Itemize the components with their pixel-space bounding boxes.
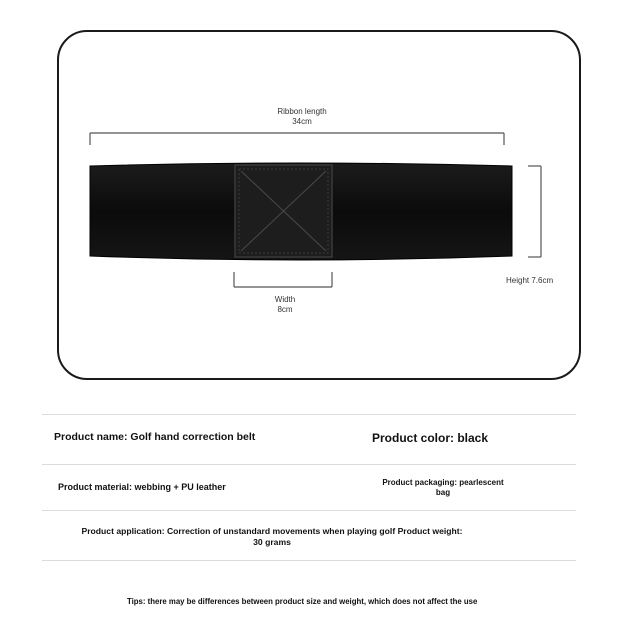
- width-bracket: [231, 270, 335, 290]
- product-application-line2: 30 grams: [253, 537, 291, 547]
- height-bracket: [524, 164, 546, 260]
- ribbon-length-value: 34cm: [292, 117, 312, 126]
- product-application: [52, 526, 492, 548]
- product-name: Product name: Golf hand correction belt: [54, 431, 256, 443]
- height-label: Height 7.6cm: [506, 276, 554, 285]
- product-application-line1: Product application: Correction of unstandard movements when playing golf Product weight:: [81, 526, 463, 536]
- product-material: Product material: webbing + PU leather: [58, 482, 226, 492]
- spec-divider-3: [42, 510, 576, 511]
- width-label: [245, 295, 325, 315]
- product-packaging-line1: Product packaging: pearlescent: [382, 478, 504, 487]
- spec-divider-2: [42, 464, 576, 465]
- ribbon-length-title: Ribbon length: [277, 107, 327, 116]
- product-packaging: [366, 478, 520, 498]
- width-value: 8cm: [277, 305, 293, 314]
- product-color: Product color: black: [372, 431, 489, 445]
- product-packaging-line2: bag: [435, 488, 451, 497]
- ribbon-length-label: [252, 107, 352, 127]
- tips-note: Tips: there may be differences between product size and weight, which does not affect the use: [127, 597, 478, 606]
- golf-correction-belt: [88, 162, 514, 262]
- width-title: Width: [274, 295, 296, 304]
- spec-divider-4: [42, 560, 576, 561]
- spec-divider-1: [42, 414, 576, 415]
- ribbon-length-bracket: [86, 128, 508, 148]
